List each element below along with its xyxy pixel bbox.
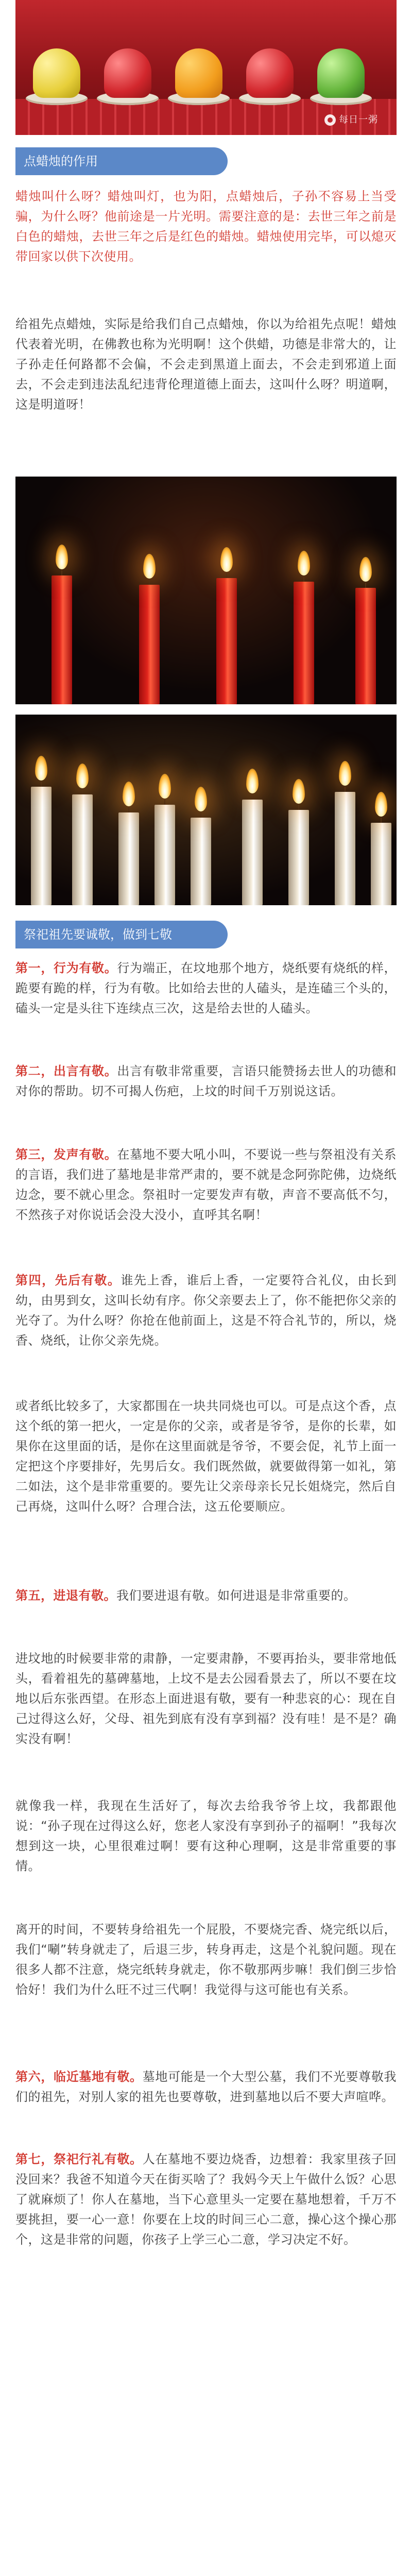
item-text: 进坟地的时候要非常的肃静，一定要肃静，不要再抬头，要非常地低头，看着祖先的墓碑墓地，上坟不是去公园看景去了，所以不要在坟地以后东张西望。在形态上面进退有敬，要有一种悲哀的心：现在自己过得这么好，父母、祖先到底有没有享到福？没有哇！是不是？确实没有啊！ (15, 1651, 397, 1746)
item-text: 就像我一样，我现在生活好了，每次去给我爷爷上坟，我都跟他说：“孙子现在过得这么好，您老人家没有享到孙子的福啊！”我每次想到这一块，心里很难过啊！要有这种心理啊，这是非常重要的事情。 (15, 1799, 397, 1873)
list-item (15, 2149, 397, 2250)
item-text: 在墓地不要大吼小叫，不要说一些与祭祖没有关系的言语，我们进了墓地是非常严肃的，要不就是念阿弥陀佛，边烧纸边念，要不就心里念。祭祖时一定要发声有敬，声音不要高低不匀，不然孩子对你说话会没大没小，直呼其名啊！ (15, 1147, 397, 1222)
item-lead: 第四，先后有敬。 (15, 1273, 121, 1287)
logo-icon (324, 114, 336, 126)
item-lead: 第一，行为有敬。 (15, 961, 117, 975)
candle (154, 751, 175, 905)
list-item (15, 1796, 397, 1876)
list-item (15, 1396, 397, 1517)
item-text: 人在墓地不要边烧香，边想着：我家里孩子回没回来？我爸不知道今天在街买啥了？我妈今天上午做什么饭？心思了就麻烦了！你人在墓地，当下心意里头一定要在墓地想着，千万不要挑担，要一心一意！你要在上坟的时间三心二意，操心这个操心那个，这是非常的问题，你孩子上学三心二意，学习决定不好。 (15, 2152, 397, 2247)
fruit-plate (168, 43, 230, 105)
section-title: 祭祀祖先要诚敬，做到七敬 (15, 921, 228, 948)
altar-offerings-image (15, 0, 397, 135)
watermark-logo: 每日一粥 (324, 112, 378, 126)
list-item (15, 1586, 397, 1606)
section-title: 点蜡烛的作用 (15, 147, 228, 175)
item-text: 我们要进退有敬。如何进退是非常重要的。 (116, 1588, 356, 1603)
fruit-plate (239, 43, 301, 105)
red-candles-photo (15, 477, 397, 704)
candle (216, 534, 237, 704)
list-item (15, 958, 397, 1019)
candle (371, 751, 391, 905)
item-text: 谁先上香，谁后上香，一定要符合礼仪，由长到幼，由男到女，这叫长幼有序。你父亲要去上了，你不能把你父亲的光夺了。为什么呀？你抢在他前面上，这是不符合礼节的，所以，烧香、烧纸，让你父亲先烧。 (15, 1273, 397, 1348)
paragraph: 给祖先点蜡烛，实际是给我们自己点蜡烛，你以为给祖先点呢！蜡烛代表着光明，在佛教也称为光明啊！这个供蜡，功德是非常大的，让子孙走任何路都不会偏，不会走到黑道上面去，不会走到邪道上面去，不会走到违法乱纪违背伦理道德上面去，这叫什么呀？明道啊，这是明道呀！ (15, 317, 397, 412)
item-lead: 第三，发声有敬。 (15, 1147, 117, 1162)
candle (52, 534, 72, 704)
item-text: 行为端正，在坟地那个地方，烧纸要有烧纸的样，跪要有跪的样，行为有敬。比如给去世的人磕头，是连磕三个头的，磕头一定是头往下连续点三次，这是给去世的人磕头。 (15, 961, 397, 1015)
item-lead: 第五，进退有敬。 (15, 1588, 116, 1603)
item-lead: 第七，祭祀行礼有敬。 (15, 2152, 143, 2166)
candle (72, 751, 93, 905)
list-item (15, 1270, 397, 1351)
item-text: 或者纸比较多了，大家都围在一块共同烧也可以。可是点这个香，点这个纸的第一把火，一定是你的父亲，或者是爷爷，是你的长辈，如果你在这里面的话，是你在这里面就是爷爷，不要会促，礼节上面一定把这个序要排好，先男后女。我们既然做，就要做得第一如礼，第二如法，这个是非常重要的。要先让父亲母亲长兄长姐烧完，然后自己再烧，这叫什么呀？合理合法，这五伦要顺应。 (15, 1399, 397, 1514)
paragraph-highlight: 蜡烛叫什么呀？蜡烛叫灯，也为阳，点蜡烛后，子孙不容易上当受骗，为什么呀？他前途是一片光明。需要注意的是：去世三年之前是白色的蜡烛，去世三年之后是红色的蜡烛。蜡烛使用完毕，可以熄灭带回家以供下次使用。 (15, 189, 397, 264)
candle (335, 751, 355, 905)
candle (191, 751, 211, 905)
candle (294, 534, 314, 704)
candle (31, 751, 52, 905)
fruit-plate (97, 43, 159, 105)
item-text: 离开的时间，不要转身给祖先一个屁股，不要烧完香、烧完纸以后，我们“唰”转身就走了，后退三步，转身再走，这是个礼貌问题。现在很多人都不注意，烧完纸转身就走，你不敬那两步嘛！我们倒三步恰恰好！我们为什么旺不过三代啊！我觉得与这可能也有关系。 (15, 1922, 397, 1997)
list-item (15, 1145, 397, 1225)
item-text: 出言有敬非常重要，言语只能赞扬去世人的功德和对你的帮助。切不可揭人伤疤，上坟的时间千万别说这话。 (15, 1064, 397, 1098)
list-item (15, 2067, 397, 2107)
item-lead: 第二，出言有敬。 (15, 1064, 117, 1078)
candle (139, 534, 160, 704)
candle (355, 534, 376, 704)
candle (288, 751, 309, 905)
item-text: 墓地可能是一个大型公墓，我们不光要尊敬我们的祖先，对别人家的祖先也要尊敬，进到墓地以后不要大声喧哗。 (15, 2070, 397, 2104)
fruit-plate (26, 43, 88, 105)
candle (242, 751, 263, 905)
candle (118, 751, 139, 905)
list-item (15, 1061, 397, 1101)
white-candles-photo (15, 715, 397, 905)
item-lead: 第六，临近墓地有敬。 (15, 2070, 143, 2084)
list-item (15, 1920, 397, 2000)
list-item (15, 1649, 397, 1749)
fruit-plate (310, 43, 372, 105)
